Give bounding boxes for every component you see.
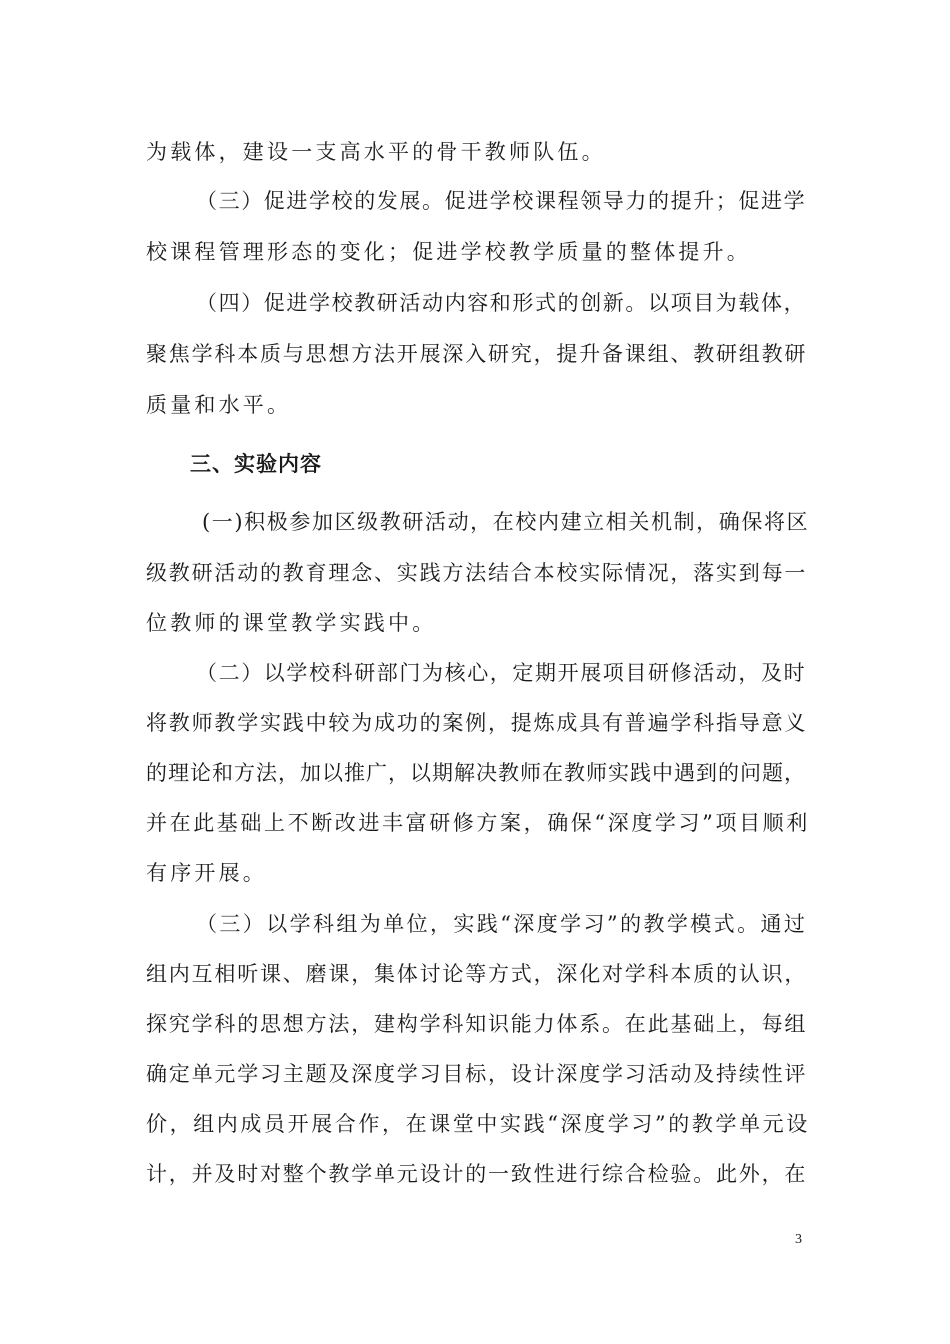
paragraph-line: 组内互相听课、磨课，集体讨论等方式，深化对学科本质的认识， (146, 962, 808, 986)
paragraph-line: 级教研活动的教育理念、实践方法结合本校实际情况，落实到每一 (146, 561, 808, 585)
paragraph-line: （三）以学科组为单位，实践“深度学习”的教学模式。通过 (196, 912, 808, 936)
paragraph-line: (一)积极参加区级教研活动，在校内建立相关机制，确保将区 (202, 510, 810, 534)
paragraph-line: 校课程管理形态的变化；促进学校教学质量的整体提升。 (146, 240, 751, 264)
page-number: 3 (795, 1232, 802, 1247)
paragraph-line: 为载体，建设一支高水平的骨干教师队伍。 (146, 140, 606, 164)
paragraph-line: 确定单元学习主题及深度学习目标，设计深度学习活动及持续性评 (146, 1062, 808, 1086)
paragraph-line: 的理论和方法，加以推广，以期解决教师在教师实践中遇到的问题， (146, 761, 806, 785)
paragraph-line: 有序开展。 (146, 861, 267, 885)
paragraph-line: （三）促进学校的发展。促进学校课程领导力的提升；促进学 (196, 189, 807, 213)
paragraph-line: 并在此基础上不断改进丰富研修方案，确保“深度学习”项目顺利 (146, 811, 810, 835)
paragraph-line: 将教师教学实践中较为成功的案例，提炼成具有普遍学科指导意义 (146, 711, 808, 735)
paragraph-line: 质量和水平。 (146, 393, 292, 417)
paragraph-line: 聚焦学科本质与思想方法开展深入研究，提升备课组、教研组教研 (146, 342, 808, 366)
paragraph-line: 位教师的课堂教学实践中。 (146, 611, 437, 635)
section-heading: 三、实验内容 (190, 452, 322, 476)
paragraph-line: 计，并及时对整个教学单元设计的一致性进行综合检验。此外，在 (146, 1162, 808, 1186)
paragraph-line: 探究学科的思想方法，建构学科知识能力体系。在此基础上，每组 (146, 1012, 808, 1036)
paragraph-line: （二）以学校科研部门为核心，定期开展项目研修活动，及时 (196, 661, 807, 685)
paragraph-line: 价，组内成员开展合作，在课堂中实践“深度学习”的教学单元设 (146, 1112, 810, 1136)
paragraph-line: （四）促进学校教研活动内容和形式的创新。以项目为载体， (196, 291, 807, 315)
